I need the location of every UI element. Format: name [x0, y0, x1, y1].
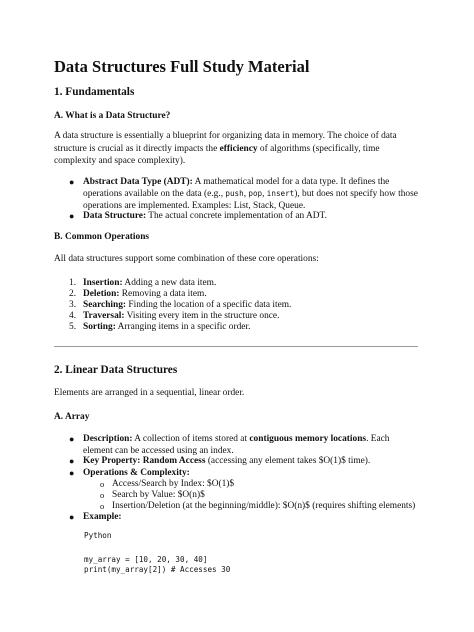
ds-label: Data Structure:	[83, 211, 147, 221]
intro-line-2: structure is crucial as it directly impacts the	[54, 143, 220, 154]
list-item-op	[69, 321, 251, 333]
code-line: print(my_array[2]) # Accesses 30	[84, 565, 231, 574]
circle-bullet-icon: o	[100, 501, 105, 511]
op-text: Visiting every item in the structure once.	[124, 311, 280, 321]
bullet-icon: ●	[69, 177, 75, 187]
list-item-description	[69, 433, 390, 457]
list-number: 5.	[69, 322, 77, 332]
list-number: 3.	[69, 300, 77, 310]
operations-intro: All data structures support some combination of these core operations:	[54, 254, 319, 264]
linear-intro: Elements are arranged in a sequential, linear order.	[54, 388, 245, 398]
intro-line-3: complexity and space complexity).	[54, 156, 186, 167]
section-divider	[54, 346, 418, 347]
intro-bold: efficiency	[219, 143, 258, 154]
op-label: Searching:	[83, 300, 127, 310]
sub-item-text: Insertion/Deletion (at the beginning/middle): $O(n)$ (requires shifting elements)	[112, 501, 416, 511]
op-label: Sorting:	[83, 322, 116, 332]
desc-line-2: element can be accessed using an index.	[83, 446, 234, 456]
code-pop: pop	[248, 189, 263, 198]
list-item-adt	[69, 176, 418, 212]
bullet-icon: ●	[69, 434, 75, 444]
page-title: Data Structures Full Study Material	[54, 57, 310, 76]
desc-bold: contiguous memory locations	[249, 434, 367, 444]
op-label: Deletion:	[83, 289, 120, 299]
ds-text: The actual concrete implementation of an ADT.	[146, 211, 327, 221]
intro-paragraph	[54, 130, 397, 168]
list-number: 4.	[69, 311, 77, 321]
adt-line-3: operations are implemented. Examples: List, Stack, Queue.	[83, 201, 306, 211]
bullet-icon: ●	[69, 456, 75, 466]
bullet-icon: ●	[69, 468, 75, 478]
adt-line-1: A mathematical model for a data type. It defines the	[192, 177, 390, 187]
section-heading-linear: 2. Linear Data Structures	[54, 364, 178, 376]
list-item-data-structure	[69, 210, 327, 222]
desc-line-1b: . Each	[366, 434, 390, 444]
intro-line-2b: of algorithms (specifically, time	[257, 143, 380, 154]
ops-label: Operations & Complexity:	[83, 468, 190, 478]
example-label: Example:	[83, 512, 122, 522]
subheading-what-is-ds: A. What is a Data Structure?	[54, 111, 171, 121]
list-number: 2.	[69, 289, 77, 299]
sub-list-item	[100, 500, 416, 512]
subheading-common-operations: B. Common Operations	[54, 232, 150, 242]
section-heading-fundamentals: 1. Fundamentals	[54, 86, 135, 98]
code-line: my_array = [10, 20, 30, 40]	[84, 555, 208, 564]
bullet-icon: ●	[69, 512, 75, 522]
desc-label: Description:	[83, 434, 133, 444]
op-label: Traversal:	[83, 311, 125, 321]
key-label: Key Property:	[83, 456, 141, 466]
op-text: Arranging items in a specific order.	[115, 322, 251, 332]
op-text: Removing a data item.	[119, 289, 207, 299]
desc-line-1: A collection of items stored at	[132, 434, 250, 444]
adt-sep: ,	[243, 189, 249, 199]
key-text: (accessing any element takes $O(1)$ time).	[205, 456, 371, 466]
op-label: Insertion:	[83, 278, 123, 288]
list-item-example	[69, 511, 122, 523]
code-insert: insert	[266, 189, 295, 198]
circle-bullet-icon: o	[100, 479, 105, 489]
adt-line-2b: ), but does not specify how those	[294, 189, 418, 199]
code-language-label: Python	[84, 531, 112, 540]
op-text: Finding the location of a specific data item.	[126, 300, 292, 310]
key-bold: Random Access	[140, 456, 206, 466]
code-push: push	[225, 189, 244, 198]
sub-item-text: Access/Search by Index: $O(1)$	[112, 479, 235, 489]
adt-line-2: operations available on the data (e.g.,	[83, 189, 226, 199]
adt-label: Abstract Data Type (ADT):	[83, 177, 193, 187]
list-item-key-property	[69, 455, 371, 467]
adt-sep: ,	[262, 189, 267, 199]
sub-item-text: Search by Value: $O(n)$	[112, 490, 205, 500]
bullet-icon: ●	[69, 211, 75, 221]
circle-bullet-icon: o	[100, 490, 105, 500]
list-number: 1.	[69, 278, 77, 288]
op-text: Adding a new data item.	[122, 278, 217, 288]
intro-line-1: A data structure is essentially a blueprint for organizing data in memory. The choice of data	[54, 131, 397, 141]
subheading-array: A. Array	[54, 412, 90, 422]
